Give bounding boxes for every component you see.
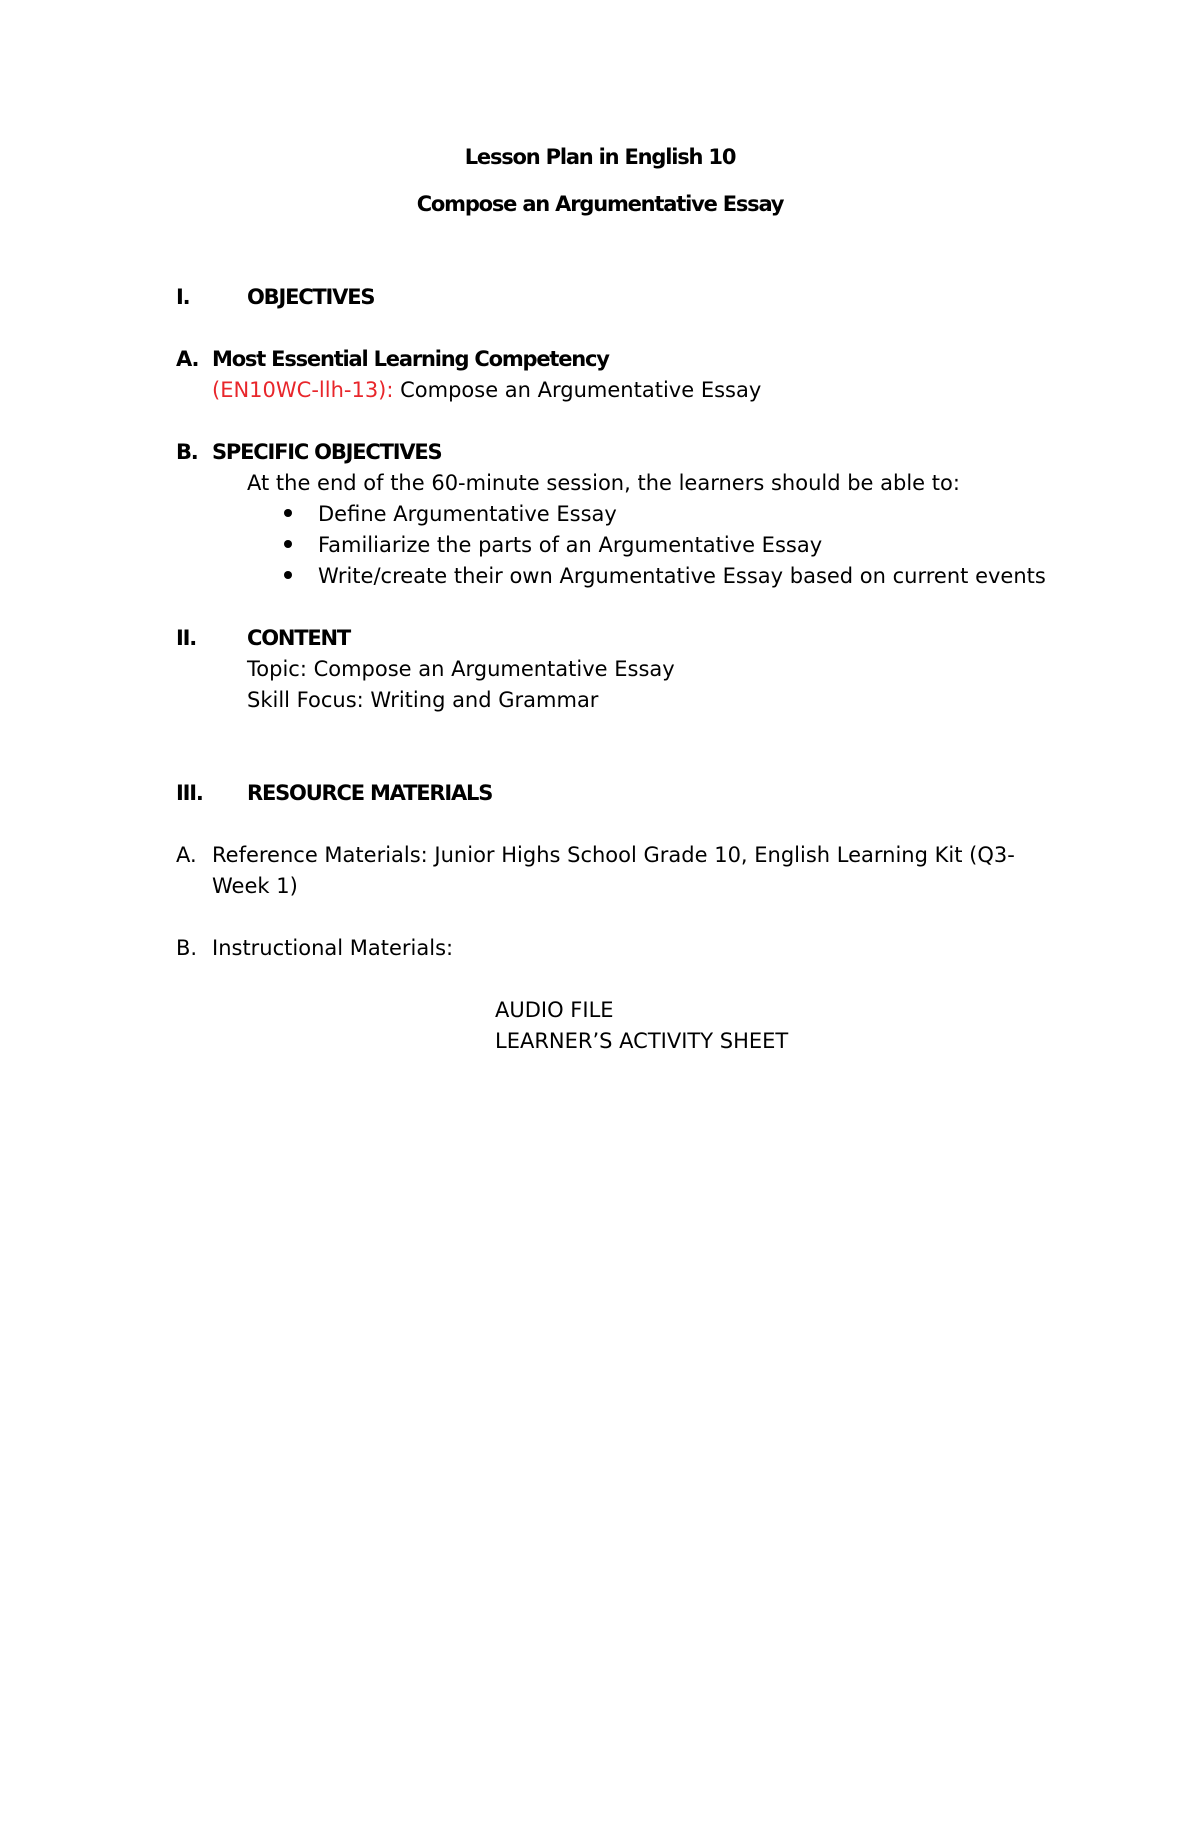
content-skill-focus: Skill Focus: Writing and Grammar <box>247 688 599 712</box>
reference-materials-line-2: Week 1) <box>212 874 298 898</box>
instructional-material-item: LEARNER’S ACTIVITY SHEET <box>495 1029 789 1053</box>
competency-code: (EN10WC-llh-13): <box>212 378 394 402</box>
section-1a-heading: Most Essential Learning Competency <box>212 347 609 371</box>
objectives-intro: At the end of the 60-minute session, the learners should be able to: <box>247 471 960 495</box>
objective-item: Familiarize the parts of an Argumentative Essay <box>318 533 823 557</box>
document-title: Lesson Plan in English 10 <box>464 145 736 169</box>
competency-text: Compose an Argumentative Essay <box>393 378 762 402</box>
content-topic: Topic: Compose an Argumentative Essay <box>247 657 675 681</box>
section-3a-letter: A. <box>176 843 197 867</box>
instructional-material-item: AUDIO FILE <box>495 998 614 1022</box>
competency-line <box>212 380 761 401</box>
objective-item: Write/create their own Argumentative Essay based on current events <box>318 564 1046 588</box>
objective-item: Define Argumentative Essay <box>318 502 617 526</box>
bullet-icon <box>284 540 292 548</box>
section-1-numeral: I. <box>176 285 190 309</box>
document-subtitle: Compose an Argumentative Essay <box>416 192 784 216</box>
section-1-heading: OBJECTIVES <box>247 285 375 309</box>
section-3-numeral: III. <box>176 781 203 805</box>
section-2-numeral: II. <box>176 626 197 650</box>
instructional-materials-label: Instructional Materials: <box>212 936 454 960</box>
reference-materials-line-1: Reference Materials: Junior Highs School Grade 10, English Learning Kit (Q3- <box>212 843 1015 867</box>
bullet-icon <box>284 571 292 579</box>
section-3-heading: RESOURCE MATERIALS <box>247 781 493 805</box>
section-1a-letter: A. <box>176 347 199 371</box>
bullet-icon <box>284 509 292 517</box>
section-1b-letter: B. <box>176 440 198 464</box>
section-1b-heading: SPECIFIC OBJECTIVES <box>212 440 442 464</box>
section-3b-letter: B. <box>176 936 198 960</box>
section-2-heading: CONTENT <box>247 626 351 650</box>
